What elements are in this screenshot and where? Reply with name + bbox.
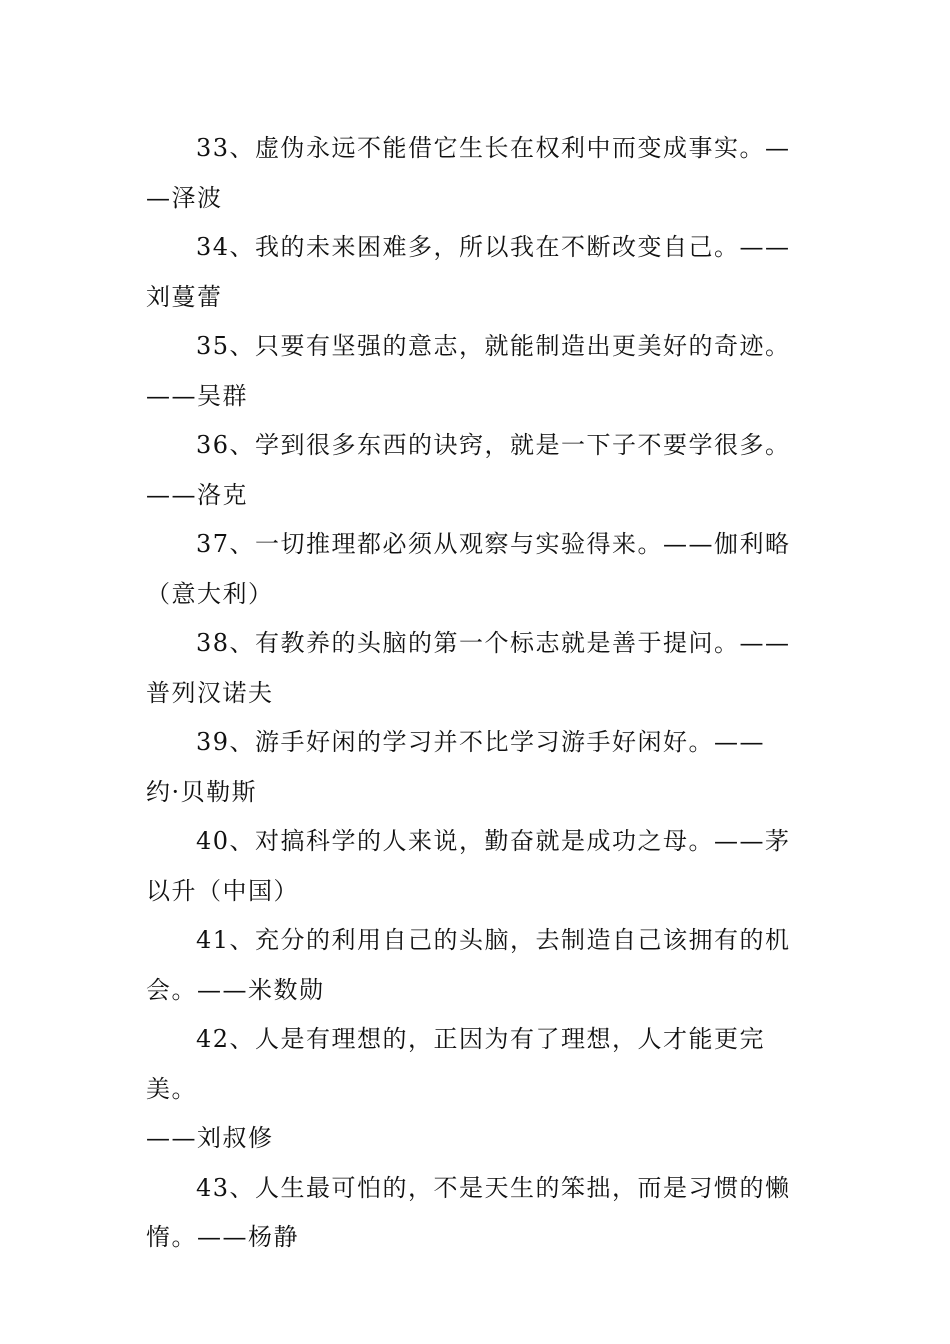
- quote-41-line2: 会。——米数勋: [146, 975, 325, 1004]
- quote-37-line2: （意大利）: [146, 579, 274, 608]
- quote-37: [146, 520, 810, 619]
- quote-37-line1: 37、一切推理都必须从观察与实验得来。——伽利略: [196, 530, 791, 558]
- quote-36-line1: 36、学到很多东西的诀窍，就是一下子不要学很多。: [196, 431, 791, 459]
- quote-42-line1: 42、人是有理想的，正因为有了理想，人才能更完美。: [146, 1025, 766, 1103]
- quote-33: [146, 124, 810, 223]
- quote-42: [146, 1015, 810, 1164]
- quote-33-line1: 33、虚伪永远不能借它生长在权利中而变成事实。—: [196, 134, 791, 162]
- quote-39-line2: 约·贝勒斯: [146, 777, 258, 806]
- quote-38-line1: 38、有教养的头脑的第一个标志就是善于提问。——: [196, 629, 791, 657]
- quote-39: [146, 718, 810, 817]
- quote-38: [146, 619, 810, 718]
- quote-34-line1: 34、我的未来困难多，所以我在不断改变自己。——: [196, 233, 791, 261]
- quote-34-line2: 刘蔓蕾: [146, 282, 223, 311]
- quote-34: [146, 223, 810, 322]
- quote-36-line2: ——洛克: [146, 480, 248, 509]
- quote-40-line1: 40、对搞科学的人来说，勤奋就是成功之母。——茅: [196, 827, 791, 855]
- quote-41-line1: 41、充分的利用自己的头脑，去制造自己该拥有的机: [196, 926, 791, 954]
- quote-35: [146, 322, 810, 421]
- quote-list: [146, 124, 810, 1263]
- quote-38-line2: 普列汉诺夫: [146, 678, 274, 707]
- quote-42-line2: ——刘叔修: [146, 1124, 274, 1152]
- quote-43: [146, 1164, 810, 1263]
- quote-43-line1: 43、人生最可怕的，不是天生的笨拙，而是习惯的懒: [196, 1173, 791, 1202]
- quote-39-line1: 39、游手好闲的学习并不比学习游手好闲好。——: [196, 728, 766, 756]
- quote-35-line1: 35、只要有坚强的意志，就能制造出更美好的奇迹。: [196, 332, 791, 360]
- quote-43-line2: 惰。——杨静: [146, 1223, 299, 1251]
- quote-41: [146, 916, 810, 1015]
- quote-36: [146, 421, 810, 520]
- quote-40-line2: 以升（中国）: [146, 876, 299, 905]
- quote-40: [146, 817, 810, 916]
- quote-33-line2: —泽波: [146, 183, 223, 212]
- quote-35-line2: ——吴群: [146, 381, 248, 410]
